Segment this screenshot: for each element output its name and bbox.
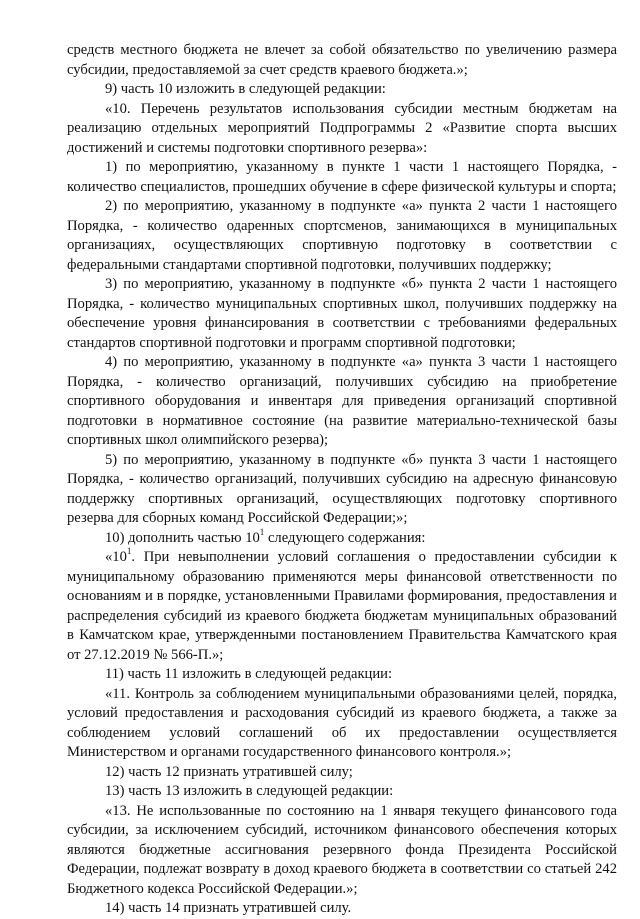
paragraph-result-5: 5) по мероприятию, указанному в подпункте «б» пункта 3 части 1 настоящего Порядка, - количество организаций, получивших субсидию на адресную финансовую поддержку спортивных организаций, осуществляющих подготовку спортивного резерва для сборных команд Российской Федерации;»; (67, 451, 617, 526)
part-10-1-superscript: 1 (126, 546, 132, 557)
paragraph-item-9: 9) часть 10 изложить в следующей редакции: (105, 81, 386, 97)
paragraph-result-3: 3) по мероприятию, указанному в подпункте «б» пункта 2 части 1 настоящего Порядка, - количество муниципальных спортивных школ, получивших поддержку на обеспечение уровня финансирования в соответствии с требованиями федеральных стандартов спортивной подготовки и программ спортивной подготовки; (67, 276, 617, 351)
paragraph-part-10-heading: «10. Перечень результатов использования субсидии местным бюджетам на реализацию отдельных мероприятий Подпрограммы 2 «Развитие спорта высших достижений и системы подготовки спортивного резерва»: (67, 100, 617, 156)
part-10-1-text-before: «10 (105, 549, 127, 565)
paragraph-result-4: 4) по мероприятию, указанному в подпункте «а» пункта 3 части 1 настоящего Порядка, - количество организаций, получивших субсидию на приобретение спортивного оборудования и инвентаря для приведения организаций спортивной подготовки в нормативное состояние (на развитие материально-технической базы спортивных школ олимпийского резерва); (67, 354, 617, 448)
paragraph-part-11: «11. Контроль за соблюдением муниципальными образованиями целей, порядка, условий предоставления и расходования субсидий из краевого бюджета, а также за соблюдением условий соглашений об их предоставлении осуществляется Министерством и органами государственного финансового контроля.»; (67, 685, 617, 760)
paragraph-result-2: 2) по мероприятию, указанному в подпункте «а» пункта 2 части 1 настоящего Порядка, - количество одаренных спортсменов, занимающихся в муниципальных организациях, осуществляющих спортивную подготовку в соответствии с федеральными стандартами спортивной подготовки, получивших поддержку; (67, 198, 617, 273)
item-10-superscript: 1 (259, 526, 265, 537)
paragraph-item-13: 13) часть 13 изложить в следующей редакции: (105, 783, 394, 799)
paragraph-result-1: 1) по мероприятию, указанному в пункте 1 части 1 настоящего Порядка, - количество специалистов, прошедших обучение в сфере физической культуры и спорта; (67, 159, 617, 195)
paragraph-item-14: 14) часть 14 признать утратившей силу. (105, 900, 352, 916)
item-10-text-before: 10) дополнить частью 10 (105, 529, 260, 546)
part-10-1-text-after: . При невыполнении условий соглашения о предоставлении субсидии к муниципальному образованию применяются меры финансовой ответственности по основаниям и в порядке, установленными Правилами формирования, предоставления и распределения субсидий из краевого бюджета бюджетам муниципальных образований в Камчатском крае, утвержденными постановлением Правительства Камчатского края от 27.12.2019 № 566-П.»; (67, 549, 617, 663)
paragraph-budget-continuation: средств местного бюджета не влечет за собой обязательство по увеличению размера субсидии, предоставляемой за счет средств краевого бюджета.»; (67, 42, 617, 78)
paragraph-item-11: 11) часть 11 изложить в следующей редакции: (105, 666, 393, 682)
item-10-text-after: следующего содержания: (264, 529, 426, 546)
paragraph-part-10-1 (67, 548, 617, 665)
paragraph-item-10 (67, 526, 617, 549)
paragraph-item-12: 12) часть 12 признать утратившей силу; (105, 763, 353, 780)
paragraph-part-13: «13. Не использованные по состоянию на 1 января текущего финансового года субсидии, за исключением субсидий, источником финансового обеспечения которых являются бюджетные ассигнования резервного фонда Президента Российской Федерации, подлежат возврату в доход краевого бюджета в соответствии со статьей 242 Бюджетного кодекса Российской Федерации.»; (67, 802, 617, 897)
